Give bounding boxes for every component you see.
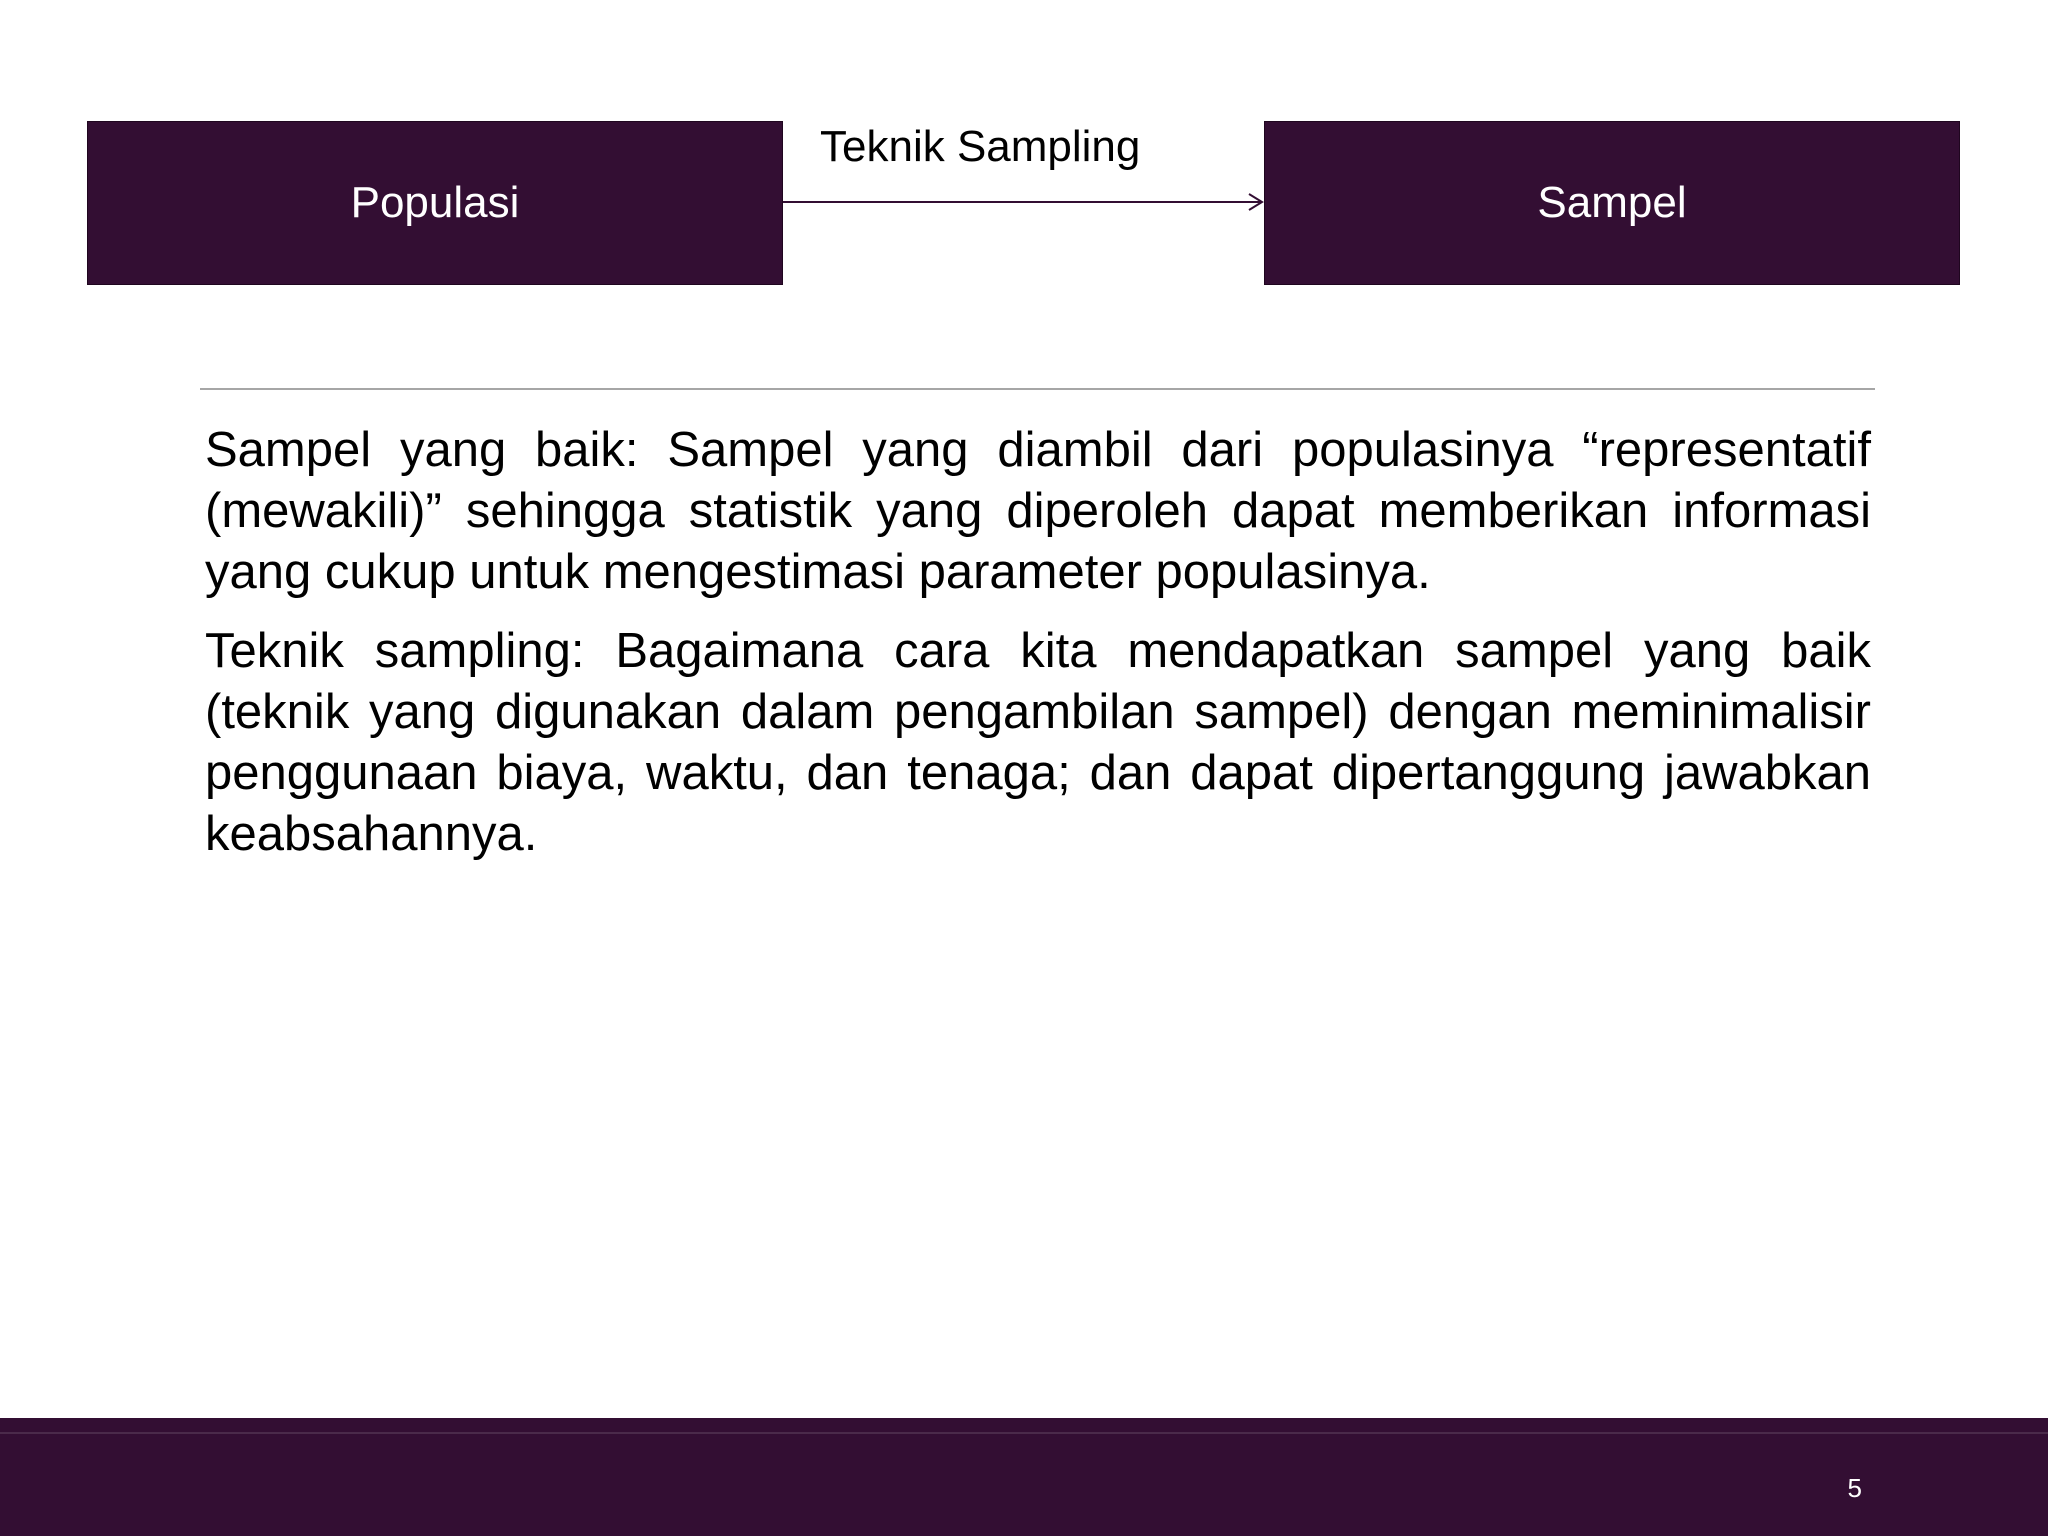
body-text	[205, 420, 1871, 883]
footer-divider	[0, 1432, 2048, 1434]
sampel-box	[1264, 121, 1960, 285]
sampling-arrow	[783, 192, 1267, 216]
footer-bar	[0, 1418, 2048, 1536]
populasi-label: Populasi	[350, 178, 520, 227]
paragraph-sampel-baik: Sampel yang baik: Sampel yang diambil dari populasinya “representatif (mewakili)” sehingga statistik yang diperoleh dapat memberikan informasi yang cukup untuk mengestimasi parameter populasinya.	[205, 423, 1871, 599]
paragraph-teknik-sampling: Teknik sampling: Bagaimana cara kita mendapatkan sampel yang baik (teknik yang digunakan dalam pengambilan sampel) dengan meminimalisir penggunaan biaya, waktu, dan tenaga; dan dapat dipertanggung jawabkan keabsahannya.	[205, 624, 1871, 861]
populasi-box	[87, 121, 783, 285]
page-number: 5	[1847, 1473, 1862, 1503]
teknik-sampling-label: Teknik Sampling	[820, 122, 1141, 171]
content-divider	[200, 388, 1875, 390]
sampel-label: Sampel	[1537, 178, 1687, 227]
